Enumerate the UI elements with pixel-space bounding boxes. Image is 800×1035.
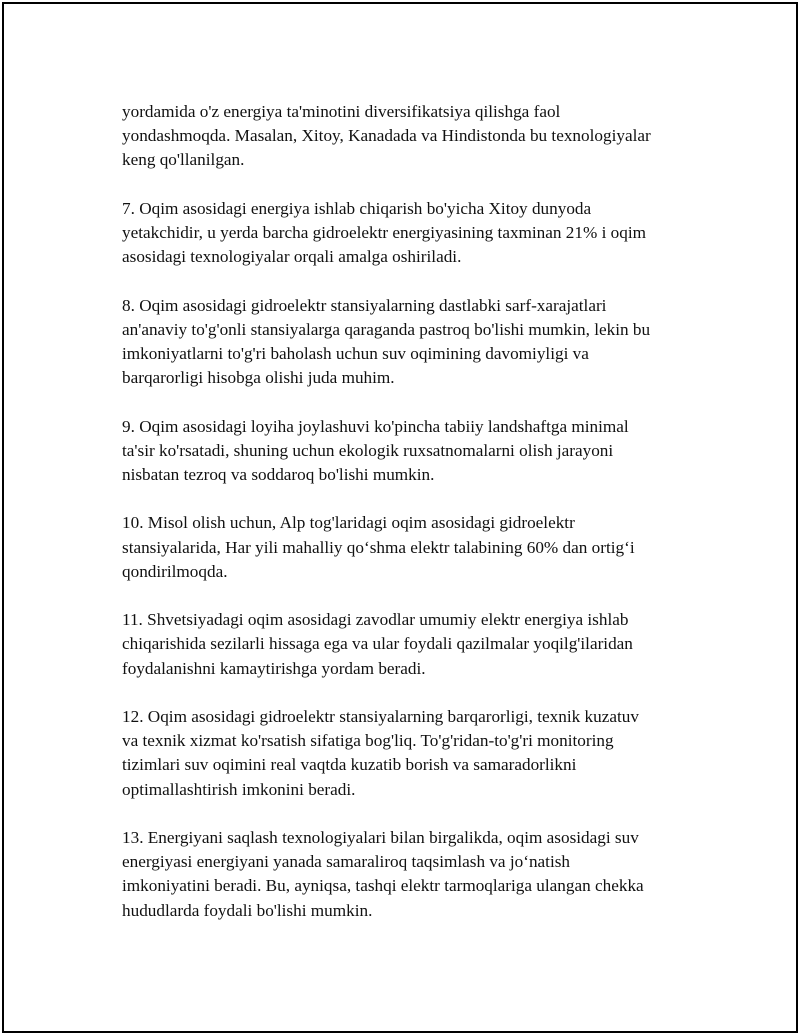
text-line: asosidagi texnologiyalar orqali amalga oshiriladi. — [122, 247, 462, 267]
text-line: va texnik xizmat ko'rsatish sifatiga bog'liq. To'g'ridan-to'g'ri monitoring — [122, 731, 614, 751]
text-line: yondashmoqda. Masalan, Xitoy, Kanadada va Hindistonda bu texnologiyalar — [122, 126, 651, 146]
text-line: qondirilmoqda. — [122, 561, 228, 581]
paragraph-item-9 — [122, 415, 692, 488]
text-line: imkoniyatlarni to'g'ri baholash uchun suv oqimining davomiyligi va — [122, 344, 589, 363]
text-line: nisbatan tezroq va soddaroq bo'lishi mumkin. — [122, 465, 435, 484]
document-body — [122, 100, 692, 947]
text-line: chiqarishida sezilarli hissaga ega va ular foydali qazilmalar yoqilg'ilaridan — [122, 634, 633, 654]
page-frame — [2, 2, 798, 1033]
text-line: 12. Oqim asosidagi gidroelektr stansiyalarning barqarorligi, texnik kuzatuv — [122, 706, 639, 726]
text-line: foydalanishni kamaytirishga yordam beradi. — [122, 658, 426, 678]
paragraph-item-10 — [122, 511, 692, 584]
text-line: 8. Oqim asosidagi gidroelektr stansiyalarning dastlabki sarf-xarajatlari — [122, 295, 607, 315]
text-line: ta'sir ko'rsatadi, shuning uchun ekologik ruxsatnomalarni olish jarayoni — [122, 440, 614, 460]
text-line: optimallashtirish imkonini beradi. — [122, 779, 356, 799]
text-line: imkoniyatini beradi. Bu, ayniqsa, tashqi elektr tarmoqlariga ulangan chekka — [122, 876, 644, 896]
text-line: yetakchidir, u yerda barcha gidroelektr energiyasining taxminan 21% i oqim — [122, 223, 646, 242]
text-line: 9. Oqim asosidagi loyiha joylashuvi ko'pincha tabiiy landshaftga minimal — [122, 416, 629, 436]
paragraph-item-11 — [122, 608, 692, 681]
text-line: 10. Misol olish uchun, Alp tog'laridagi oqim asosidagi gidroelektr — [122, 513, 575, 533]
paragraph-item-12 — [122, 705, 692, 802]
text-line: hududlarda foydali bo'lishi mumkin. — [122, 900, 373, 920]
paragraph-item-7 — [122, 197, 692, 270]
text-line: keng qo'llanilgan. — [122, 150, 245, 170]
text-line: energiyasi energiyani yanada samaraliroq taqsimlash va jo‘natish — [122, 852, 571, 872]
text-line: 7. Oqim asosidagi energiya ishlab chiqarish bo'yicha Xitoy dunyoda — [122, 198, 592, 218]
text-line: yordamida o'z energiya ta'minotini diversifikatsiya qilishga faol — [122, 102, 561, 121]
paragraph-item-8 — [122, 294, 692, 391]
paragraph-item-13 — [122, 826, 692, 923]
text-line: 11. Shvetsiyadagi oqim asosidagi zavodlar umumiy elektr energiya ishlab — [122, 610, 629, 630]
text-line: an'anaviy to'g'onli stansiyalarga qaraganda pastroq bo'lishi mumkin, lekin bu — [122, 319, 651, 339]
paragraph-intro-continuation — [122, 100, 692, 173]
text-line: 13. Energiyani saqlash texnologiyalari bilan birgalikda, oqim asosidagi suv — [122, 827, 639, 847]
text-line: barqarorligi hisobga olishi juda muhim. — [122, 368, 395, 388]
text-line: stansiyalarida, Har yili mahalliy qo‘shma elektr talabining 60% dan ortig‘i — [122, 537, 635, 557]
text-line: tizimlari suv oqimini real vaqtda kuzatib borish va samaradorlikni — [122, 755, 577, 775]
